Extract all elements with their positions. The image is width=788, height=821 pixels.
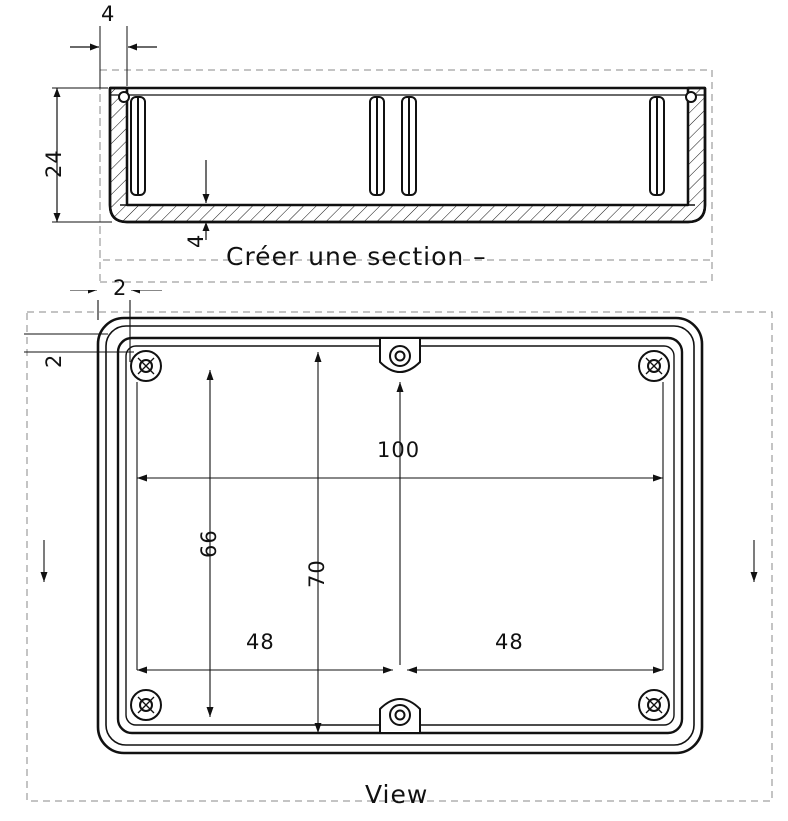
- dim-section-height: 24: [42, 149, 66, 178]
- section-view-label: Créer une section –: [226, 242, 487, 271]
- plan-view: [0, 276, 788, 821]
- section-view: [0, 0, 788, 290]
- dim-wall-thickness-bottom: 4: [184, 233, 208, 248]
- dim-wall-thickness-top: 4: [101, 2, 116, 26]
- dim-edge-offset-vertical: 2: [42, 353, 66, 368]
- plan-view-label: View: [365, 780, 429, 809]
- dim-edge-offset-horizontal: 2: [113, 276, 128, 300]
- dim-half-width-right: 48: [495, 630, 524, 654]
- plan-view-geometry: [0, 290, 788, 821]
- dim-overall-width: 100: [377, 438, 421, 462]
- dim-half-width-left: 48: [246, 630, 275, 654]
- dim-inner-height: 66: [197, 529, 221, 558]
- dim-overall-height: 70: [305, 559, 329, 588]
